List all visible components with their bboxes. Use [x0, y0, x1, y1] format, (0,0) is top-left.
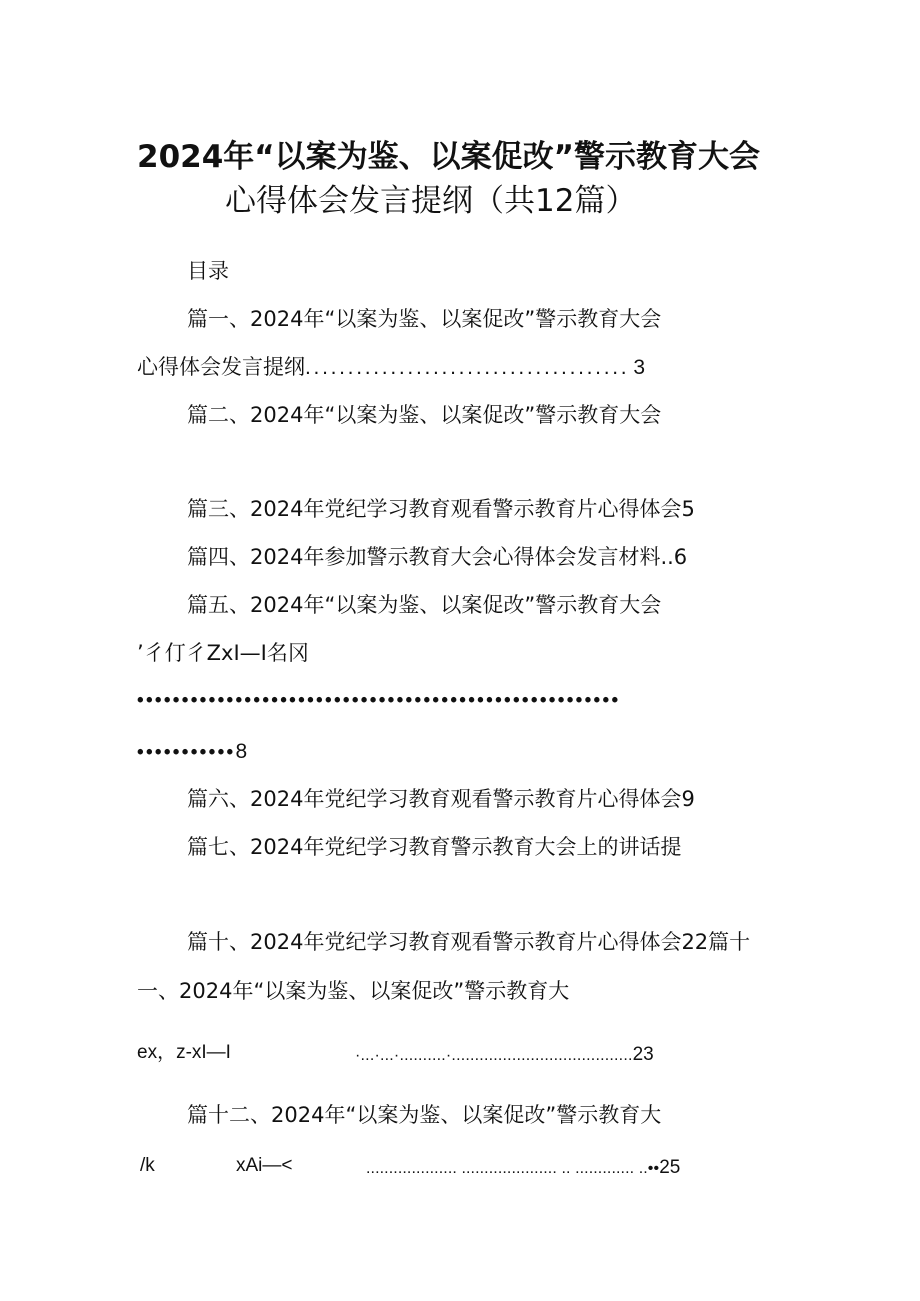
toc-entry-7-title[interactable]: 篇七、2024年党纪学习教育警示教育大会上的讲话提	[187, 835, 682, 859]
toc-entry-4-title[interactable]: 篇四、2024年参加警示教育大会心得体会发言材料..6	[187, 545, 688, 569]
toc-entry-11-garbled-text: ex，z-xI—I	[137, 1042, 231, 1063]
toc-entry-12-garbled-text-a: /k	[140, 1155, 155, 1176]
toc-entry-10-title[interactable]: 篇十、2024年党纪学习教育观看警示教育片心得体会22篇十	[187, 930, 751, 954]
toc-entry-12-tail	[366, 1152, 680, 1183]
toc-leader-dots-row: ••••••••••••••••••••••••••••••••••••••••••••••••••••••	[137, 690, 621, 711]
toc-entry-12-title[interactable]: 篇十二、2024年“以案为鉴、以案促改”警示教育大	[187, 1103, 662, 1127]
toc-leader-dots: ·...·...·..........·.......................................	[355, 1047, 633, 1064]
toc-heading: 目录	[187, 259, 229, 283]
toc-leader-dots: ......................................	[305, 356, 630, 379]
toc-entry-2-title[interactable]: 篇二、2024年“以案为鉴、以案促改”警示教育大会	[187, 403, 662, 427]
toc-entry-11-tail	[355, 1039, 654, 1070]
toc-entry-1-continuation[interactable]	[137, 353, 645, 382]
toc-entry-6-title[interactable]: 篇六、2024年党纪学习教育观看警示教育片心得体会9	[187, 787, 695, 811]
toc-entry-3-title[interactable]: 篇三、2024年党纪学习教育观看警示教育片心得体会5	[187, 497, 695, 521]
toc-entry-5-title[interactable]: 篇五、2024年“以案为鉴、以案促改”警示教育大会	[187, 593, 662, 617]
page-title-line2: 心得体会发言提纲（共12篇）	[225, 183, 637, 219]
toc-page-number: 25	[659, 1157, 681, 1178]
toc-entry-11-title[interactable]: 一、2024年“以案为鉴、以案促改”警示教育大	[137, 979, 570, 1003]
toc-entry-1-text: 心得体会发言提纲	[137, 355, 305, 379]
page-title-line1: 2024年“以案为鉴、以案促改”警示教育大会	[137, 139, 761, 175]
toc-entry-1-title[interactable]: 篇一、2024年“以案为鉴、以案促改”警示教育大会	[187, 307, 662, 331]
toc-page-number: 8	[235, 740, 248, 763]
toc-leader-dots-tail: •••••••••••	[137, 742, 236, 763]
toc-entry-12-garbled-text-b: xAi—<	[236, 1155, 293, 1176]
toc-leader-dots: .................... ..................... .. ............. ..••	[366, 1160, 660, 1177]
toc-page-number: 23	[632, 1044, 654, 1065]
toc-page-number: 3	[633, 356, 645, 379]
toc-entry-5-tail	[137, 737, 247, 767]
toc-entry-5-garbled-text: ’彳仃彳ZxI—I名冈	[137, 641, 309, 665]
